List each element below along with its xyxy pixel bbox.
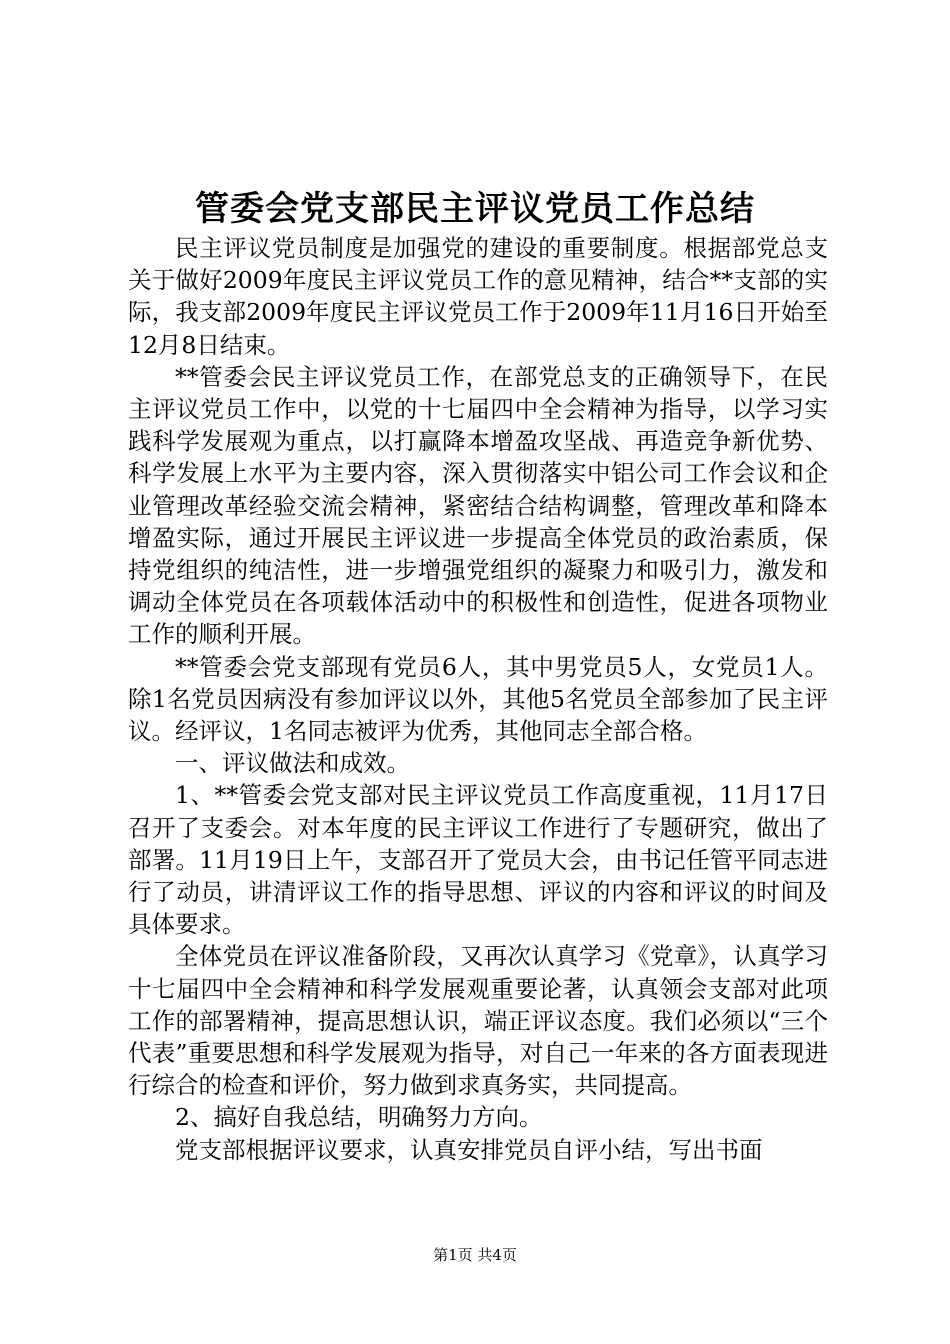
document-body — [128, 232, 828, 1166]
section-heading-methods: 一、评议做法和成效。 — [175, 749, 410, 778]
page-number-footer: 第1页 共4页 — [433, 1246, 517, 1264]
paragraph-intro: 民主评议党员制度是加强党的建设的重要制度。根据部党总支关于做好2009年度民主评议党员工作的意见精神，结合**支部的实际，我支部2009年度民主评议党员工作于2009年11月16日开始至12月8日结束。 — [128, 234, 828, 359]
paragraph-item-1: 1、**管委会党支部对民主评议党员工作高度重视，11月17日召开了支委会。对本年度的民主评议工作进行了专题研究，做出了部署。11月19日上午，支部召开了党员大会，由书记任管平同志进行了动员，讲清评议工作的指导思想、评议的内容和评议的时间及具体要求。 — [128, 781, 828, 939]
paragraph-item-2: 2、搞好自我总结，明确努力方向。 — [175, 1103, 543, 1132]
paragraph-work-overview: **管委会民主评议党员工作，在部党总支的正确领导下，在民主评议党员工作中，以党的十七届四中全会精神为指导，以学习实践科学发展观为重点，以打赢降本增盈攻坚战、再造竞争新优势、科学发展上水平为主要内容，深入贯彻落实中铝公司工作会议和企业管理改革经验交流会精神，紧密结合结构调整，管理改革和降本增盈实际，通过开展民主评议进一步提高全体党员的政治素质，保持党组织的纯洁性，进一步增强党组织的凝聚力和吸引力，激发和调动全体党员在各项载体活动中的积极性和创造性，促进各项物业工作的顺利开展。 — [128, 362, 828, 649]
paragraph-membership: **管委会党支部现有党员6人，其中男党员5人，女党员1人。除1名党员因病没有参加评议以外，其他5名党员全部参加了民主评议。经评议，1名同志被评为优秀，其他同志全部合格。 — [128, 652, 828, 746]
paragraph-preparation: 全体党员在评议准备阶段，又再次认真学习《党章》，认真学习十七届四中全会精神和科学发展观重要论著，认真领会支部对此项工作的部署精神，提高思想认识，端正评议态度。我们必须以“三个代表”重要思想和科学发展观为指导，对自己一年来的各方面表现进行综合的检查和评价，努力做到求真务实，共同提高。 — [128, 942, 828, 1100]
paragraph-self-review: 党支部根据评议要求，认真安排党员自评小结，写出书面 — [175, 1135, 763, 1164]
document-title: 管委会党支部民主评议党员工作总结 — [195, 189, 755, 229]
